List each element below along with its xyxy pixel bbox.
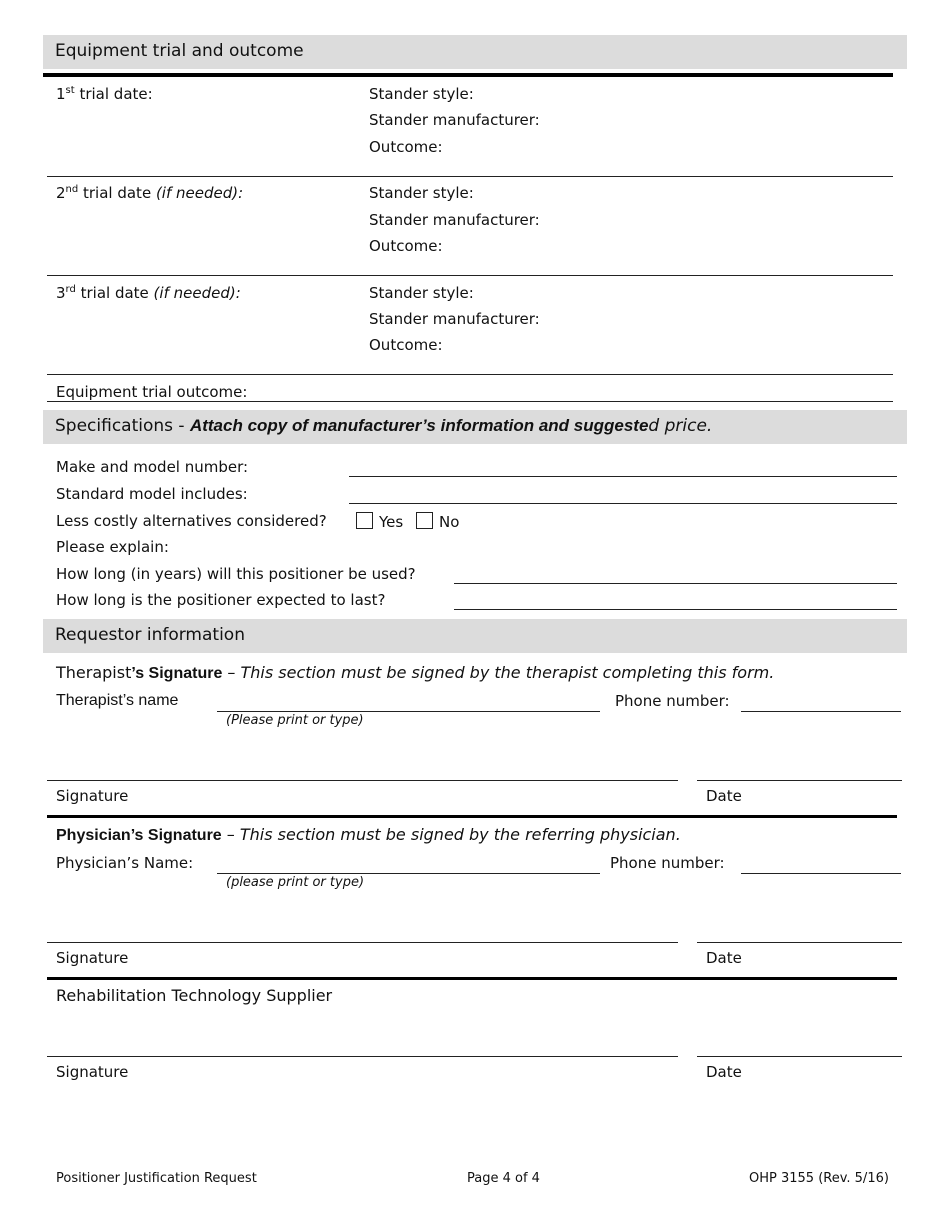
divider [47, 275, 893, 276]
trial-1-stander-style: Stander style: [369, 85, 474, 103]
trial-3-outcome: Outcome: [369, 336, 443, 354]
supplier-heading: Rehabilitation Technology Supplier [56, 986, 333, 1005]
trial-2-outcome: Outcome: [369, 237, 443, 255]
divider [47, 401, 893, 402]
how-long-last-field[interactable] [454, 609, 897, 610]
divider [47, 977, 897, 980]
therapist-heading: Therapist’s Signature – This section must be signed by the therapist completing this form. [56, 663, 775, 682]
yes-option[interactable]: Yes [356, 512, 403, 531]
section-header-specifications [43, 410, 907, 444]
therapist-phone-field[interactable] [741, 711, 901, 712]
please-explain-label: Please explain: [56, 538, 169, 556]
footer-page-number: Page 4 of 4 [467, 1171, 540, 1186]
how-long-last-label: How long is the positioner expected to last? [56, 591, 386, 609]
yes-checkbox[interactable] [356, 512, 373, 529]
standard-includes-field[interactable] [349, 503, 897, 504]
therapist-signature-label: Signature [56, 787, 129, 805]
trial-2-stander-style: Stander style: [369, 184, 474, 202]
standard-includes-label: Standard model includes: [56, 485, 248, 503]
trial-2-stander-manufacturer: Stander manufacturer: [369, 211, 540, 229]
supplier-signature-field[interactable] [47, 1056, 678, 1057]
therapist-name-field[interactable] [217, 711, 600, 712]
physician-name-label: Physician’s Name: [56, 854, 194, 872]
physician-phone-label: Phone number: [610, 854, 725, 872]
physician-date-label: Date [706, 949, 742, 967]
physician-signature-label: Signature [56, 949, 129, 967]
physician-print-note: (please print or type) [226, 875, 365, 890]
therapist-name-label: Therapist’s name [56, 692, 179, 709]
physician-signature-field[interactable] [47, 942, 678, 943]
supplier-date-field[interactable] [697, 1056, 902, 1057]
trial-2-date-label: 2nd trial date (if needed): [56, 184, 244, 202]
therapist-date-field[interactable] [697, 780, 902, 781]
therapist-signature-field[interactable] [47, 780, 678, 781]
therapist-print-note: (Please print or type) [226, 713, 364, 728]
how-long-used-label: How long (in years) will this positioner be used? [56, 565, 416, 583]
supplier-signature-label: Signature [56, 1063, 129, 1081]
divider [47, 815, 897, 818]
trial-1-outcome: Outcome: [369, 138, 443, 156]
physician-phone-field[interactable] [741, 873, 901, 874]
divider [47, 374, 893, 375]
section-title: Requestor information [55, 625, 245, 645]
alternatives-label: Less costly alternatives considered? [56, 512, 327, 530]
therapist-phone-label: Phone number: [615, 692, 730, 710]
no-option[interactable]: No [416, 512, 459, 531]
section-title: Specifications - Attach copy of manufacturer’s information and suggested price. [55, 416, 713, 436]
make-model-field[interactable] [349, 476, 897, 477]
trial-3-stander-manufacturer: Stander manufacturer: [369, 310, 540, 328]
physician-name-field[interactable] [217, 873, 600, 874]
trial-1-date-label: 1st trial date: [56, 85, 153, 103]
section-header-requestor [43, 619, 907, 653]
supplier-date-label: Date [706, 1063, 742, 1081]
make-model-label: Make and model number: [56, 458, 249, 476]
footer-form-name: Positioner Justification Request [56, 1171, 257, 1186]
divider [47, 176, 893, 177]
physician-heading: Physician’s Signature – This section must be signed by the referring physician. [56, 825, 681, 844]
how-long-used-field[interactable] [454, 583, 897, 584]
section-header-equipment-trial [43, 35, 907, 69]
trial-3-stander-style: Stander style: [369, 284, 474, 302]
footer-form-id: OHP 3155 (Rev. 5/16) [749, 1171, 889, 1186]
therapist-date-label: Date [706, 787, 742, 805]
trial-1-stander-manufacturer: Stander manufacturer: [369, 111, 540, 129]
no-checkbox[interactable] [416, 512, 433, 529]
divider [43, 73, 893, 77]
trial-3-date-label: 3rd trial date (if needed): [56, 284, 241, 302]
equipment-trial-outcome-label: Equipment trial outcome: [56, 383, 248, 401]
physician-date-field[interactable] [697, 942, 902, 943]
section-title: Equipment trial and outcome [55, 41, 304, 61]
